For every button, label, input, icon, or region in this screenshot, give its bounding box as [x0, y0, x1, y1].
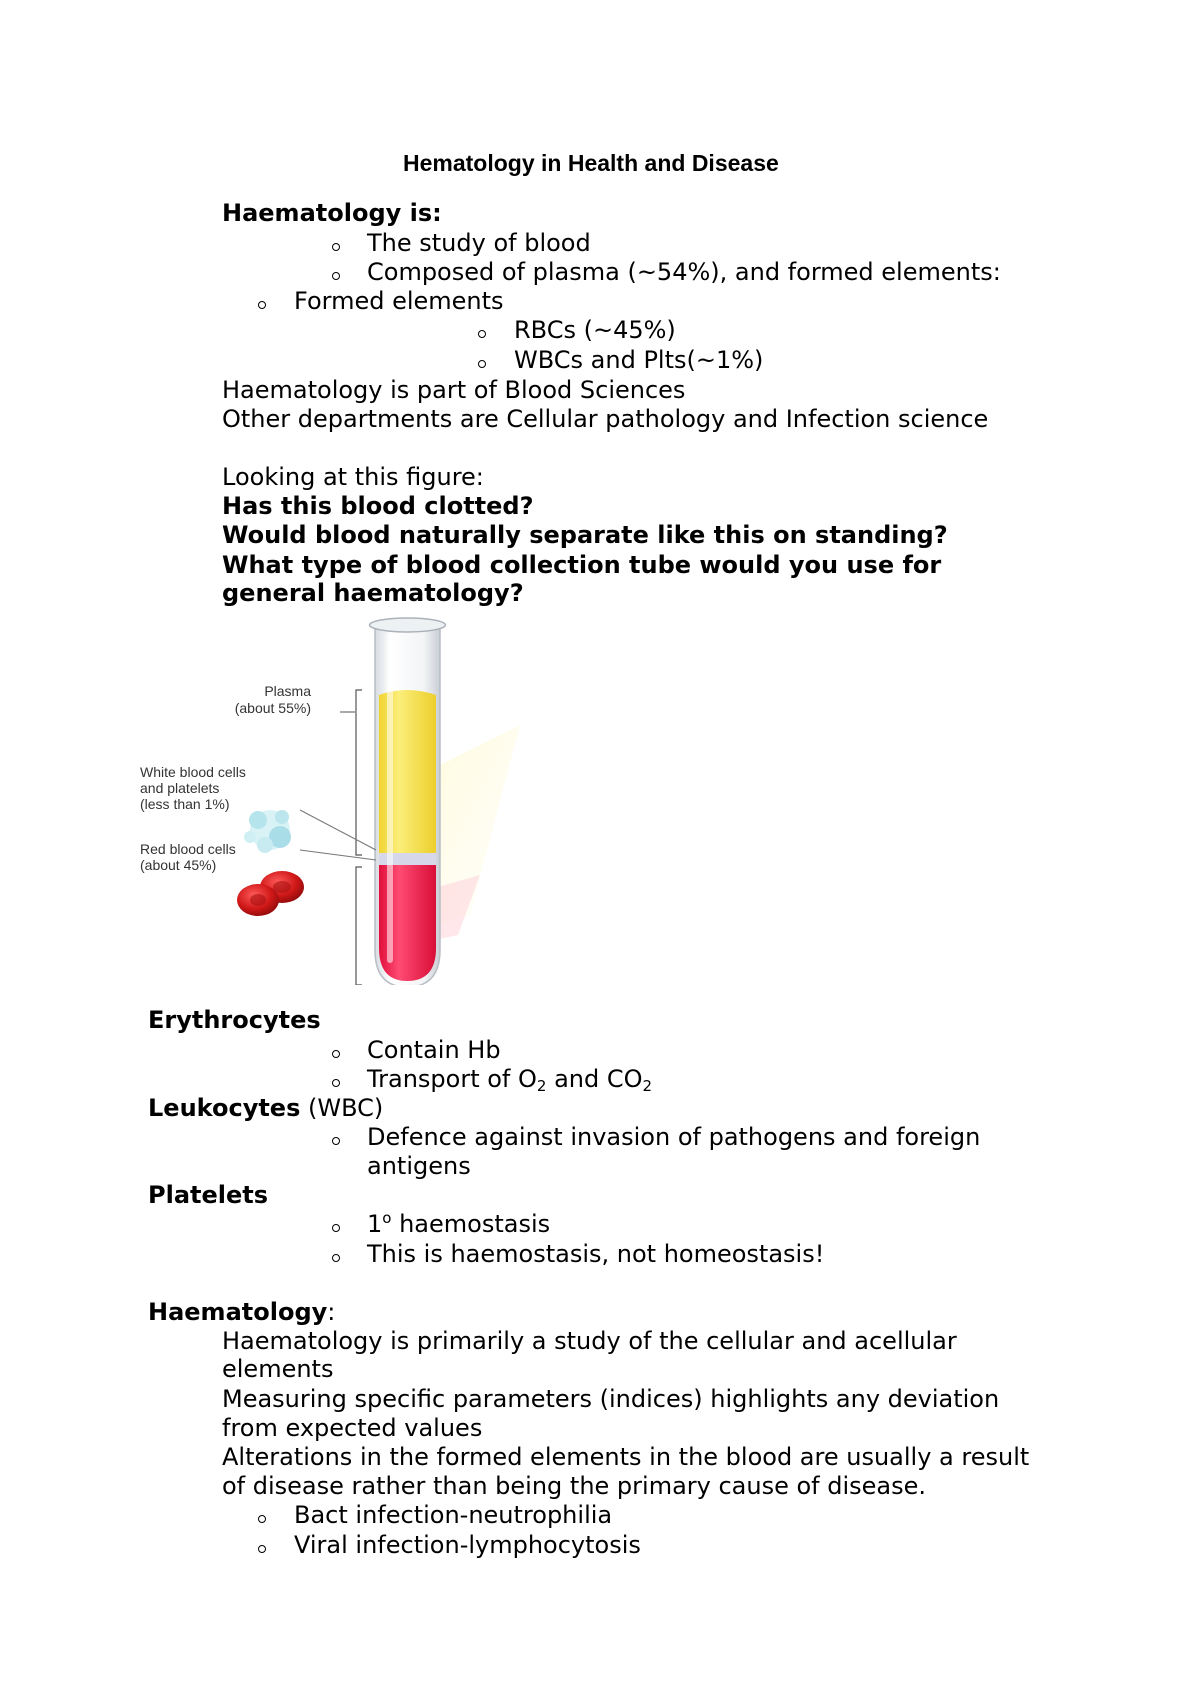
page-title: Hematology in Health and Disease — [403, 150, 779, 176]
leukocytes-bullet-1: Defence against invasion of pathogens and foreign — [367, 1123, 981, 1151]
white-cell-illustration — [244, 810, 291, 853]
plasma-bracket — [356, 690, 362, 855]
tube-highlight — [387, 633, 393, 963]
intro-bullet-3: Formed elements — [294, 287, 504, 315]
intro-bullet-2: Composed of plasma (~54%), and formed elements: — [367, 258, 1001, 286]
bullet — [258, 301, 266, 309]
haematology-line-4: from expected values — [222, 1414, 483, 1442]
platelets-bullet-2: This is haemostasis, not homeostasis! — [367, 1240, 825, 1268]
rbc-label-2: (about 45%) — [140, 857, 217, 873]
bullet — [478, 360, 486, 368]
intro-bullet-4: RBCs (~45%) — [514, 316, 676, 344]
rbc-label-1: Red blood cells — [140, 841, 236, 857]
bullet — [478, 330, 486, 338]
bullet — [258, 1545, 266, 1553]
question-3-cont: general haematology? — [222, 579, 524, 607]
bullet — [332, 1079, 340, 1087]
haematology-bullet-2: Viral infection-lymphocytosis — [294, 1531, 641, 1559]
bullet — [332, 272, 340, 280]
blood-tube-figure — [140, 605, 540, 985]
leukocytes-heading: Leukocytes (WBC) — [148, 1094, 384, 1122]
intro-bullet-5: WBCs and Plts(~1%) — [514, 346, 764, 374]
question-2: Would blood naturally separate like this on standing? — [222, 521, 948, 549]
tube-rim — [370, 618, 446, 632]
intro-heading: Haematology is: — [222, 199, 442, 227]
red-cell-illustration — [237, 871, 304, 916]
platelets-heading: Platelets — [148, 1181, 269, 1209]
bullet — [332, 243, 340, 251]
platelets-bullet-1: 1$^o$ haemostasis — [367, 1209, 551, 1238]
erythrocytes-bullet-1: Contain Hb — [367, 1036, 501, 1064]
rbc-bracket — [356, 867, 362, 985]
bullet — [332, 1137, 340, 1145]
erythrocytes-bullet-2: Transport of $O_2$ and $CO_2$ — [367, 1065, 653, 1095]
leukocytes-bullet-1-cont: antigens — [367, 1152, 471, 1180]
haematology-line-2: elements — [222, 1355, 334, 1383]
bullet — [332, 1050, 340, 1058]
bullet — [332, 1254, 340, 1262]
wbc-line-bottom — [300, 850, 376, 860]
question-3: What type of blood collection tube would you use for — [222, 551, 942, 579]
haematology-line-6: of disease rather than being the primary cause of disease. — [222, 1472, 927, 1500]
question-1: Has this blood clotted? — [222, 492, 534, 520]
intro-bullet-1: The study of blood — [367, 229, 591, 257]
plasma-percent-label: (about 55%) — [234, 700, 311, 716]
wbc-line-top — [300, 810, 376, 850]
haematology-line-1: Haematology is primarily a study of the cellular and acellular — [222, 1327, 957, 1355]
haematology-line-3: Measuring specific parameters (indices) highlights any deviation — [222, 1385, 1000, 1413]
wbc-label-1: White blood cells — [140, 764, 246, 780]
intro-paragraph-1: Haematology is part of Blood Sciences — [222, 376, 686, 404]
intro-paragraph-2: Other departments are Cellular pathology and Infection science — [222, 405, 989, 433]
wbc-label-3: (less than 1%) — [140, 796, 230, 812]
wbc-label-2: and platelets — [140, 780, 220, 796]
haematology-line-5: Alterations in the formed elements in the blood are usually a result — [222, 1443, 1030, 1471]
haematology-heading: Haematology: — [148, 1298, 336, 1326]
bullet — [332, 1224, 340, 1232]
plasma-label: Plasma — [264, 683, 311, 699]
haematology-bullet-1: Bact infection-neutrophilia — [294, 1501, 613, 1529]
questions-lead: Looking at this figure: — [222, 463, 484, 491]
bullet — [258, 1515, 266, 1523]
erythrocytes-heading: Erythrocytes — [148, 1006, 321, 1034]
